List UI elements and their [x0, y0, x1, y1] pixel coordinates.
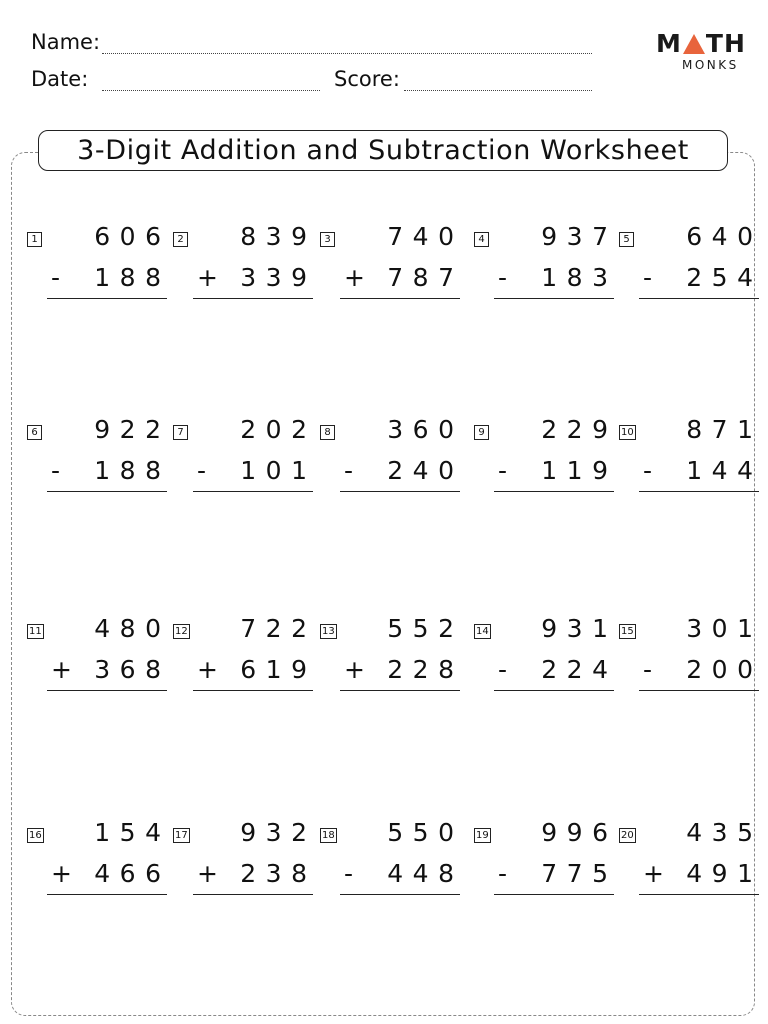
- top-operand: 996: [541, 818, 618, 847]
- problem-15: [619, 614, 763, 700]
- bottom-operand: 368: [94, 655, 171, 684]
- logo-math-left: M: [656, 29, 682, 58]
- top-operand: 931: [541, 614, 618, 643]
- answer-line: [494, 298, 614, 299]
- answer-line: [494, 690, 614, 691]
- bottom-row: [51, 456, 171, 487]
- problem-10: [619, 415, 763, 501]
- top-operand: 871: [686, 415, 763, 444]
- answer-line: [47, 491, 167, 492]
- logo-monks: MONKS: [682, 58, 739, 72]
- problem-16: [27, 818, 171, 904]
- top-operand: 480: [94, 614, 171, 643]
- answer-line: [639, 690, 759, 691]
- bottom-operand: 101: [240, 456, 317, 485]
- operator: +: [197, 859, 218, 888]
- bottom-operand: 238: [240, 859, 317, 888]
- bottom-operand: 188: [94, 263, 171, 292]
- operator: -: [197, 456, 207, 485]
- answer-line: [494, 491, 614, 492]
- operator: -: [643, 456, 653, 485]
- bottom-operand: 144: [686, 456, 763, 485]
- answer-line: [494, 894, 614, 895]
- bottom-row: [643, 859, 763, 890]
- operator: +: [344, 655, 365, 684]
- answer-line: [340, 690, 460, 691]
- bottom-operand: 339: [240, 263, 317, 292]
- problem-17: [173, 818, 317, 904]
- bottom-row: [643, 456, 763, 487]
- answer-line: [340, 894, 460, 895]
- top-operand: 202: [240, 415, 317, 444]
- problem-number: 13: [322, 626, 335, 637]
- bottom-row: [344, 263, 464, 294]
- top-operand: 922: [94, 415, 171, 444]
- problem-number: 2: [173, 232, 188, 247]
- bottom-operand: 448: [387, 859, 464, 888]
- bottom-operand: 775: [541, 859, 618, 888]
- problem-number: 11: [29, 626, 42, 637]
- problem-number: 7: [173, 425, 188, 440]
- bottom-row: [498, 263, 618, 294]
- problem-5: [619, 222, 763, 308]
- bottom-row: [197, 859, 317, 890]
- date-label: Date:: [31, 67, 89, 91]
- logo-math-right: TH: [705, 29, 746, 58]
- bottom-operand: 188: [94, 456, 171, 485]
- problem-7: [173, 415, 317, 501]
- problem-number: 5: [619, 232, 634, 247]
- bottom-operand: 491: [686, 859, 763, 888]
- top-operand: 606: [94, 222, 171, 251]
- operator: +: [643, 859, 664, 888]
- worksheet-title: 3-Digit Addition and Subtraction Worksheet: [77, 135, 689, 166]
- title-box: [38, 130, 728, 171]
- top-operand: 550: [387, 818, 464, 847]
- problem-9: [474, 415, 618, 501]
- bottom-row: [197, 456, 317, 487]
- bottom-operand: 224: [541, 655, 618, 684]
- answer-line: [193, 298, 313, 299]
- top-operand: 435: [686, 818, 763, 847]
- problem-number: 20: [621, 830, 634, 841]
- bottom-row: [643, 263, 763, 294]
- problem-19: [474, 818, 618, 904]
- top-operand: 154: [94, 818, 171, 847]
- bottom-row: [51, 655, 171, 686]
- operator: -: [344, 456, 354, 485]
- bottom-operand: 466: [94, 859, 171, 888]
- bottom-operand: 183: [541, 263, 618, 292]
- answer-line: [47, 894, 167, 895]
- operator: -: [643, 263, 653, 292]
- bottom-row: [498, 859, 618, 890]
- problem-number: 14: [476, 626, 489, 637]
- answer-line: [193, 690, 313, 691]
- problem-1: [27, 222, 171, 308]
- operator: -: [51, 263, 61, 292]
- top-operand: 937: [541, 222, 618, 251]
- problem-number: 19: [476, 830, 489, 841]
- problem-12: [173, 614, 317, 700]
- operator: -: [498, 859, 508, 888]
- name-label: Name:: [31, 30, 101, 54]
- name-field[interactable]: [102, 53, 592, 54]
- bottom-operand: 200: [686, 655, 763, 684]
- answer-line: [340, 491, 460, 492]
- operator: -: [51, 456, 61, 485]
- problem-number: 6: [27, 425, 42, 440]
- bottom-operand: 787: [387, 263, 464, 292]
- problem-number: 9: [474, 425, 489, 440]
- problem-number: 12: [175, 626, 188, 637]
- bottom-row: [344, 456, 464, 487]
- problem-number: 15: [621, 626, 634, 637]
- bottom-row: [498, 655, 618, 686]
- bottom-operand: 228: [387, 655, 464, 684]
- bottom-operand: 619: [240, 655, 317, 684]
- operator: +: [197, 655, 218, 684]
- bottom-row: [344, 655, 464, 686]
- bottom-row: [498, 456, 618, 487]
- top-operand: 552: [387, 614, 464, 643]
- top-operand: 722: [240, 614, 317, 643]
- problem-number: 8: [320, 425, 335, 440]
- answer-line: [47, 298, 167, 299]
- math-monks-logo: [656, 30, 744, 70]
- problem-18: [320, 818, 464, 904]
- operator: +: [197, 263, 218, 292]
- date-field[interactable]: [102, 90, 320, 91]
- bottom-row: [643, 655, 763, 686]
- problem-8: [320, 415, 464, 501]
- logo-triangle-icon: [683, 34, 705, 54]
- bottom-operand: 240: [387, 456, 464, 485]
- bottom-row: [197, 655, 317, 686]
- top-operand: 360: [387, 415, 464, 444]
- operator: -: [498, 456, 508, 485]
- problem-2: [173, 222, 317, 308]
- operator: -: [344, 859, 354, 888]
- operator: +: [344, 263, 365, 292]
- bottom-row: [344, 859, 464, 890]
- operator: -: [498, 263, 508, 292]
- operator: -: [643, 655, 653, 684]
- top-operand: 932: [240, 818, 317, 847]
- operator: +: [51, 859, 72, 888]
- problem-3: [320, 222, 464, 308]
- problem-6: [27, 415, 171, 501]
- answer-line: [193, 894, 313, 895]
- problem-number: 17: [175, 830, 188, 841]
- bottom-row: [51, 263, 171, 294]
- top-operand: 839: [240, 222, 317, 251]
- problem-20: [619, 818, 763, 904]
- problem-number: 3: [320, 232, 335, 247]
- problem-number: 1: [27, 232, 42, 247]
- bottom-row: [51, 859, 171, 890]
- answer-line: [340, 298, 460, 299]
- answer-line: [639, 894, 759, 895]
- operator: -: [498, 655, 508, 684]
- top-operand: 640: [686, 222, 763, 251]
- bottom-row: [197, 263, 317, 294]
- problem-number: 16: [29, 830, 42, 841]
- problem-number: 10: [621, 427, 634, 438]
- top-operand: 229: [541, 415, 618, 444]
- top-operand: 740: [387, 222, 464, 251]
- answer-line: [47, 690, 167, 691]
- score-label: Score:: [334, 67, 400, 91]
- logo-wordmark: [656, 30, 746, 58]
- problem-4: [474, 222, 618, 308]
- problem-number: 18: [322, 830, 335, 841]
- answer-line: [639, 298, 759, 299]
- score-field[interactable]: [404, 90, 592, 91]
- answer-line: [193, 491, 313, 492]
- problem-number: 4: [474, 232, 489, 247]
- problem-11: [27, 614, 171, 700]
- problem-14: [474, 614, 618, 700]
- answer-line: [639, 491, 759, 492]
- top-operand: 301: [686, 614, 763, 643]
- bottom-operand: 254: [686, 263, 763, 292]
- operator: +: [51, 655, 72, 684]
- problem-13: [320, 614, 464, 700]
- bottom-operand: 119: [541, 456, 618, 485]
